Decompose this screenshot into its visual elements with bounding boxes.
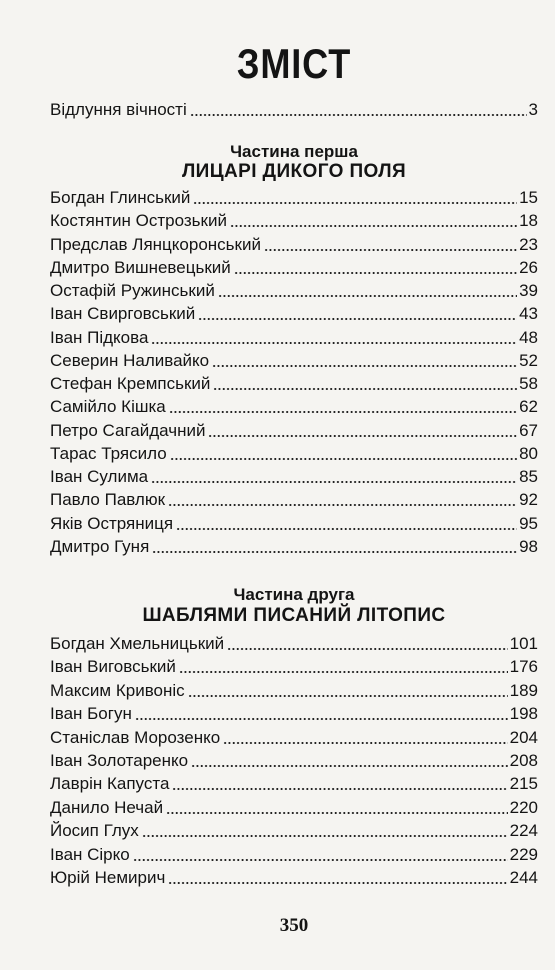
dot-leader: [135, 718, 508, 720]
toc-entry-name: Данило Нечай: [50, 797, 164, 817]
toc-entry-name: Іван Богун: [50, 704, 132, 724]
toc-entry-name: Станіслав Морозенко: [50, 727, 221, 747]
toc-entry-page: 204: [509, 727, 538, 747]
toc-entry: [50, 486, 538, 510]
dot-leader: [190, 114, 527, 116]
toc-entry-name: Максим Кривоніс: [50, 680, 185, 700]
dot-leader: [218, 295, 517, 297]
toc-entry: [50, 300, 538, 324]
toc-entry-name: Лаврін Капуста: [50, 774, 170, 794]
toc-entry-page: 52: [519, 350, 538, 370]
toc-entry: [50, 817, 538, 841]
toc-entry-page: 95: [519, 513, 538, 533]
toc-entry-name: Відлуння вічності: [50, 100, 187, 119]
toc-entry-name: Іван Сулима: [50, 467, 149, 486]
toc-entry-name: Богдан Глинський: [50, 188, 191, 207]
toc-entry-name: Іван Свирговський: [50, 304, 196, 324]
toc-entry-name: Павло Павлюк: [50, 490, 166, 510]
toc-entry-name: Богдан Хмельницький: [50, 634, 225, 653]
toc-entry-name: Предслав Лянцкоронський: [50, 234, 261, 254]
dot-leader: [176, 528, 517, 530]
toc-entry: [50, 510, 538, 534]
toc-entry-name: Іван Сірко: [50, 844, 130, 864]
toc-entry: [50, 393, 538, 417]
toc-entry-name: Петро Сагайдачний: [50, 420, 206, 440]
toc-entry-page: 198: [509, 704, 538, 724]
toc-page: [50, 0, 538, 970]
toc-entry: [50, 677, 538, 701]
toc-entry-page: 67: [519, 420, 538, 440]
toc-entry-page: 39: [519, 281, 538, 300]
toc-entry-page: 220: [509, 797, 538, 817]
dot-leader: [170, 458, 517, 460]
dot-leader: [227, 648, 507, 650]
toc-entry-name: Іван Золотаренко: [50, 751, 189, 770]
toc-entry: [50, 463, 538, 487]
toc-entry-page: 43: [519, 304, 538, 324]
toc-entry-name: Йосип Глух: [50, 821, 139, 841]
dot-leader: [151, 481, 517, 483]
toc-entry: [50, 324, 538, 348]
toc-entry: [50, 417, 538, 441]
dot-leader: [213, 388, 517, 390]
toc-entry-name: Тарас Трясило: [50, 443, 167, 463]
toc-entry-intro: [50, 96, 538, 120]
toc-entry-page: 62: [519, 397, 538, 417]
dot-leader: [179, 671, 508, 673]
toc-entry-page: 80: [519, 443, 538, 463]
toc-entry: [50, 794, 538, 818]
toc-entry: [50, 841, 538, 865]
dot-leader: [152, 551, 517, 553]
toc-entry-name: Остафій Ружинський: [50, 281, 215, 300]
toc-entry-page: 85: [519, 467, 538, 486]
dot-leader: [168, 504, 517, 506]
toc-entry: [50, 347, 538, 371]
toc-entry-page: 3: [528, 100, 538, 119]
toc-entry: [50, 770, 538, 794]
dot-leader: [133, 859, 508, 861]
toc-entry: [50, 653, 538, 677]
toc-entry-page: 18: [519, 211, 538, 231]
dot-leader: [168, 882, 507, 884]
toc-entry: [50, 724, 538, 748]
toc-entry-name: Дмитро Вишневецький: [50, 257, 231, 277]
toc-entry-page: 23: [519, 234, 538, 254]
toc-entry: [50, 440, 538, 464]
toc-entry-page: 176: [509, 657, 538, 677]
dot-leader: [223, 742, 507, 744]
part2-label: Частина друга: [233, 585, 355, 604]
toc-entry-page: 98: [519, 536, 538, 556]
toc-entry: [50, 864, 538, 888]
toc-entry-name: Стефан Кремпський: [50, 374, 211, 393]
toc-entry-name: Іван Підкова: [50, 327, 149, 347]
toc-entry: [50, 231, 538, 255]
toc-entry-name: Дмитро Гуня: [50, 536, 150, 556]
dot-leader: [172, 788, 507, 790]
dot-leader: [142, 835, 508, 837]
toc-entry: [50, 370, 538, 394]
toc-entry-name: Самійло Кішка: [50, 397, 166, 417]
part1-title: ЛИЦАРІ ДИКОГО ПОЛЯ: [181, 161, 407, 182]
dot-leader: [166, 812, 508, 814]
toc-entry-page: 224: [509, 821, 538, 841]
dot-leader: [264, 249, 517, 251]
toc-entry-page: 92: [519, 490, 538, 510]
toc-entry: [50, 630, 538, 654]
part2-title: ШАБЛЯМИ ПИСАНИЙ ЛІТОПИС: [142, 605, 446, 626]
dot-leader: [169, 411, 517, 413]
toc-entry-page: 229: [509, 844, 538, 864]
toc-entry-name: Яків Остряниця: [50, 513, 174, 533]
toc-entry-page: 189: [509, 680, 538, 700]
dot-leader: [230, 225, 517, 227]
toc-entry: [50, 207, 538, 231]
page-title: ЗМІСТ: [236, 40, 352, 87]
dot-leader: [208, 435, 517, 437]
page-number: 350: [279, 915, 309, 936]
toc-entry-name: Юрій Немирич: [50, 868, 166, 887]
toc-entry-name: Костянтин Острозький: [50, 211, 227, 231]
dot-leader: [191, 765, 508, 767]
dot-leader: [234, 272, 517, 274]
toc-entry-page: 58: [519, 374, 538, 393]
toc-entry-page: 244: [509, 868, 538, 887]
toc-entry-page: 101: [509, 634, 538, 653]
toc-entry: [50, 747, 538, 771]
dot-leader: [193, 202, 517, 204]
toc-entry: [50, 184, 538, 208]
toc-entry-page: 208: [509, 751, 538, 770]
dot-leader: [188, 695, 508, 697]
toc-entry-name: Северин Наливайко: [50, 350, 210, 370]
toc-entry-name: Іван Виговський: [50, 657, 176, 677]
toc-entry-page: 26: [519, 257, 538, 277]
toc-entry: [50, 254, 538, 278]
toc-entry: [50, 700, 538, 724]
part1-label: Частина перша: [230, 142, 358, 161]
toc-entry: [50, 533, 538, 557]
toc-entry: [50, 277, 538, 301]
dot-leader: [151, 342, 517, 344]
toc-entry-page: 215: [509, 774, 538, 794]
toc-entry-page: 48: [519, 327, 538, 347]
dot-leader: [198, 318, 517, 320]
dot-leader: [212, 365, 517, 367]
toc-entry-page: 15: [519, 188, 538, 207]
